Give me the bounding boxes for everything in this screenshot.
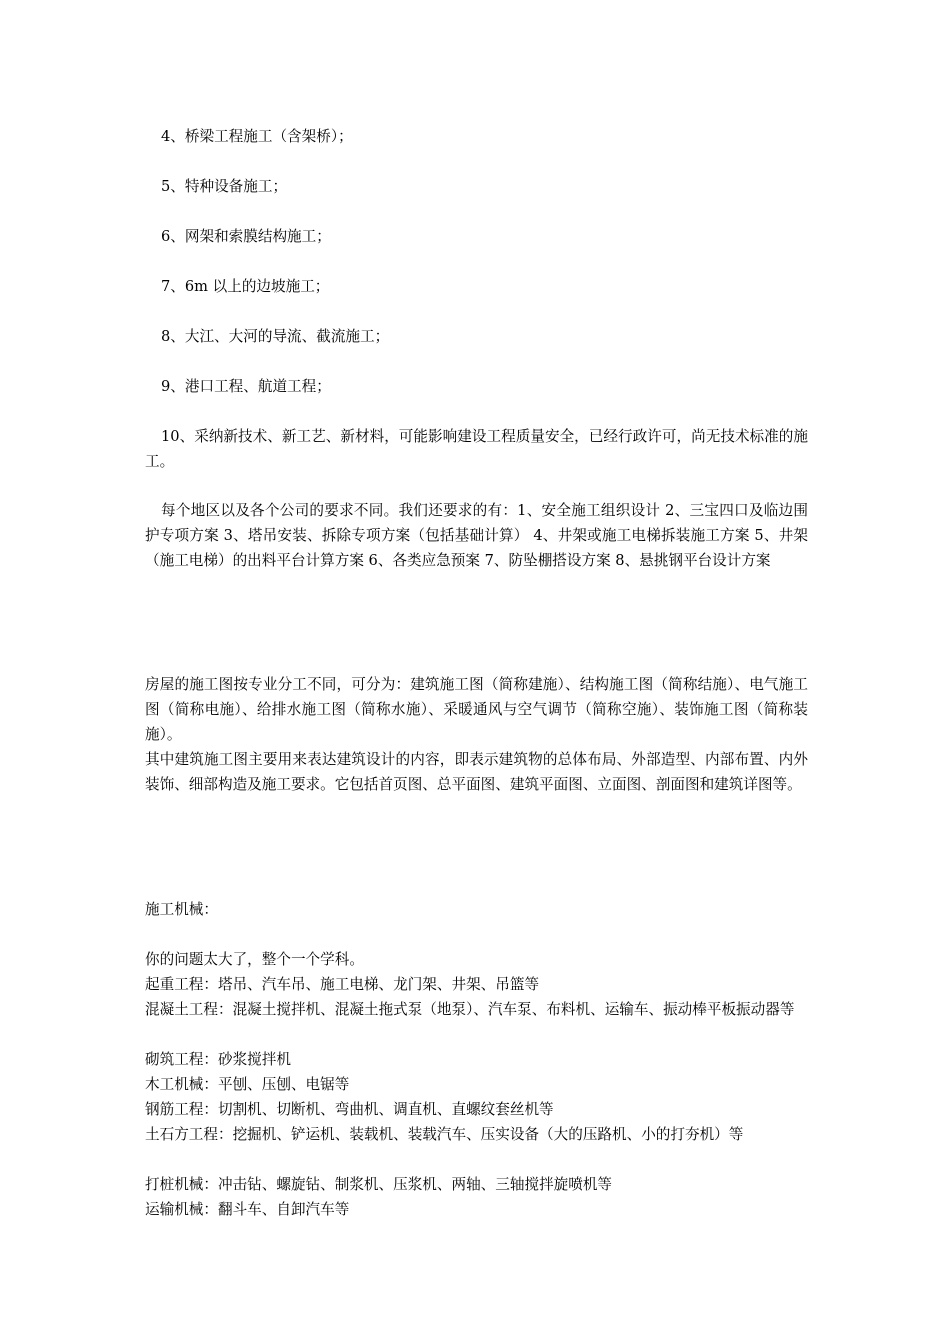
machinery-intro: 你的问题太大了，整个一个学科。	[145, 951, 364, 968]
machinery-line: 打桩机械：冲击钻、螺旋钻、制浆机、压浆机、两轴、三轴搅拌旋喷机等	[145, 1176, 613, 1193]
machinery-line: 混凝土工程：混凝土搅拌机、混凝土拖式泵（地泵）、汽车泵、布料机、运输车、振动棒平板振动器等	[145, 1001, 795, 1018]
machinery-line: 运输机械：翻斗车、自卸汽车等	[145, 1201, 350, 1218]
list-item-4: 4、桥梁工程施工（含架桥）；	[161, 128, 353, 145]
machinery-heading: 施工机械：	[145, 901, 218, 918]
machinery-line: 木工机械：平刨、压刨、电锯等	[145, 1076, 350, 1093]
list-item-5: 5、特种设备施工；	[161, 178, 288, 195]
machinery-line: 钢筋工程：切割机、切断机、弯曲机、调直机、直螺纹套丝机等	[145, 1101, 554, 1118]
drawings-paragraph-2: 其中建筑施工图主要用来表达建筑设计的内容，即表示建筑物的总体布局、外部造型、内部布置、内外装饰、细部构造及施工要求。它包括首页图、总平面图、建筑平面图、立面图、剖面图和建筑详图等。	[145, 751, 808, 793]
regional-requirements-paragraph: 每个地区以及各个公司的要求不同。我们还要求的有：1、安全施工组织设计 2、三宝四口及临边围护专项方案 3、塔吊安装、拆除专项方案（包括基础计算） 4、井架或施工电梯拆装施工方案 5、井架（施工电梯）的出料平台计算方案 6、各类应急预案 7、防坠棚搭设方案 8、悬挑钢平台设计方案	[145, 502, 808, 569]
list-item-6: 6、网架和索膜结构施工；	[161, 228, 331, 245]
machinery-line: 土石方工程：挖掘机、铲运机、装载机、装载汽车、压实设备（大的压路机、小的打夯机）等	[145, 1126, 744, 1143]
list-item-10: 10、采纳新技术、新工艺、新材料，可能影响建设工程质量安全，已经行政许可，尚无技术标准的施工。	[145, 428, 808, 470]
list-item-7: 7、6m 以上的边坡施工；	[161, 278, 330, 295]
machinery-line: 起重工程：塔吊、汽车吊、施工电梯、龙门架、井架、吊篮等	[145, 976, 540, 993]
machinery-line: 砌筑工程：砂浆搅拌机	[145, 1051, 291, 1068]
list-item-9: 9、港口工程、航道工程；	[161, 378, 331, 395]
list-item-8: 8、大江、大河的导流、截流施工；	[161, 328, 390, 345]
drawings-paragraph-1: 房屋的施工图按专业分工不同，可分为：建筑施工图（简称建施）、结构施工图（简称结施）、电气施工图（简称电施）、给排水施工图（简称水施）、采暖通风与空气调节（简称空施）、装饰施工图（简称装施）。	[145, 676, 808, 743]
